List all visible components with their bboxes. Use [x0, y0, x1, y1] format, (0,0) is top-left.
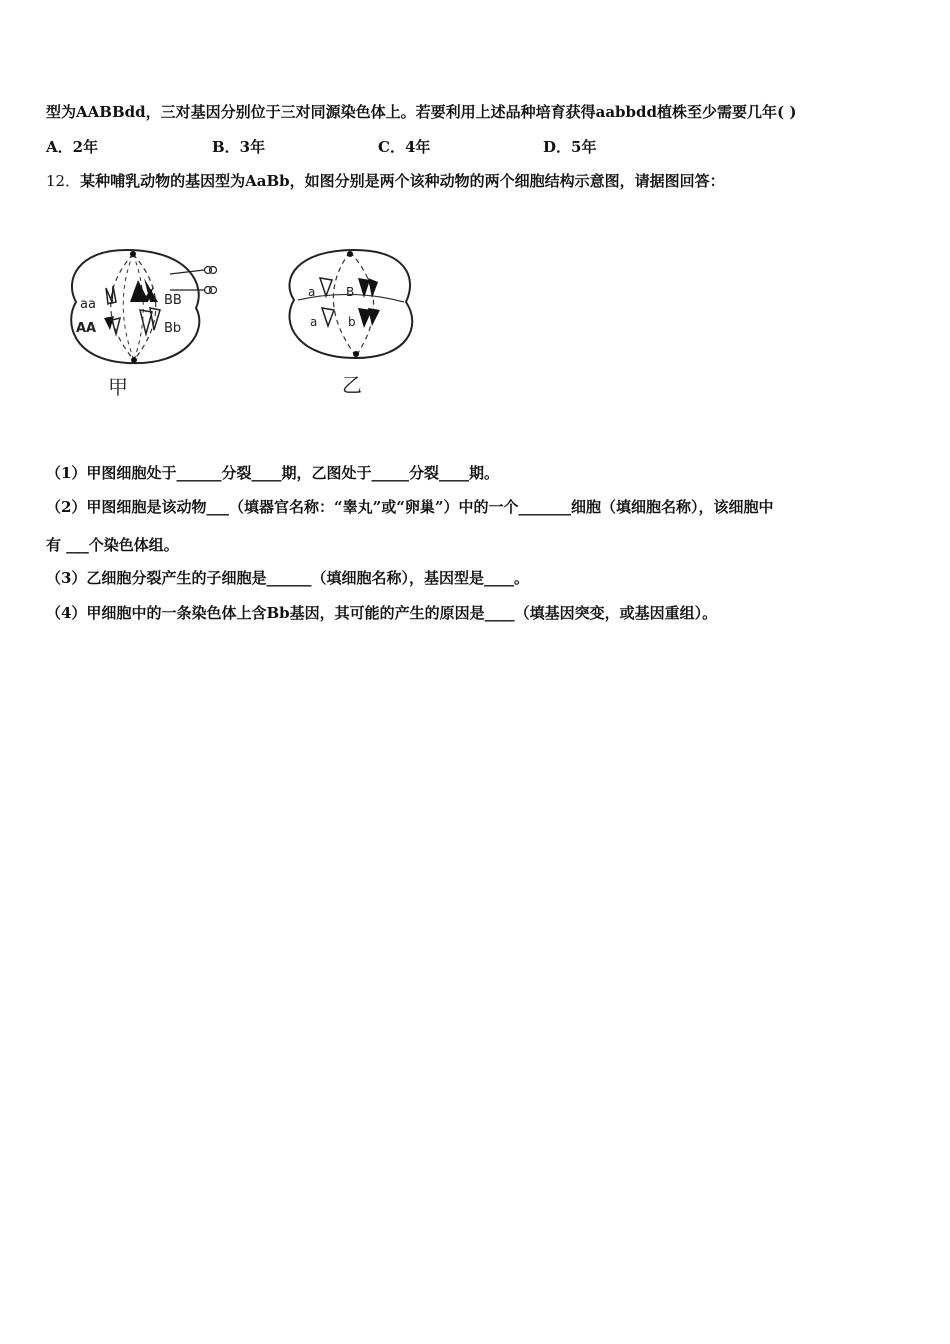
- q12-stem-line: [46, 171, 725, 191]
- q11-option-a: A．2年: [46, 138, 99, 156]
- q12-sub2-line2: 有 ___个染色体组。: [46, 536, 179, 554]
- q12-sub1: （1）甲图细胞处于______分裂____期，乙图处于_____分裂____期。: [46, 464, 499, 482]
- jia-gene-aa-upper: AA: [76, 321, 97, 336]
- yi-gene-b-lower: b: [348, 315, 356, 329]
- q12-sub2-line1: （2）甲图细胞是该动物___（填器官名称：“睾丸”或“卵巢”）中的一个_______细胞（填细胞名称），该细胞中: [46, 498, 774, 516]
- q11-option-c: C．4年: [378, 138, 431, 156]
- q11-stem-tail: 型为AABBdd，三对基因分别位于三对同源染色体上。若要利用上述品种培育获得aabbdd植株至少需要几年( ): [46, 103, 797, 121]
- q12-sub4: （4）甲细胞中的一条染色体上含Bb基因，其可能的产生的原因是____（填基因突变，或基因重组）。: [46, 604, 718, 622]
- cell-jia: [71, 250, 216, 399]
- cell-figure: [58, 230, 438, 410]
- q12-stem: 某种哺乳动物的基因型为AaBb，如图分别是两个该种动物的两个细胞结构示意图，请据图回答：: [80, 172, 725, 190]
- q11-option-b: B．3年: [212, 138, 266, 156]
- yi-gene-b-upper: B: [346, 285, 355, 299]
- jia-gene-aa: aa: [80, 297, 96, 312]
- yi-gene-a-bottom: a: [310, 315, 318, 329]
- jia-gene-bb-upper: BB: [164, 293, 182, 308]
- cell-diagram: [58, 230, 438, 410]
- cell-yi-label: 乙: [342, 373, 362, 397]
- jia-gene-bb-mixed: Bb: [164, 321, 182, 336]
- cell-yi: [289, 250, 412, 397]
- q11-option-d: D．5年: [543, 138, 597, 156]
- q12-number: 12．: [46, 172, 81, 190]
- cell-jia-label: 甲: [108, 375, 128, 399]
- yi-gene-a-top: a: [308, 285, 316, 299]
- q12-sub3: （3）乙细胞分裂产生的子细胞是______（填细胞名称），基因型是____。: [46, 569, 529, 587]
